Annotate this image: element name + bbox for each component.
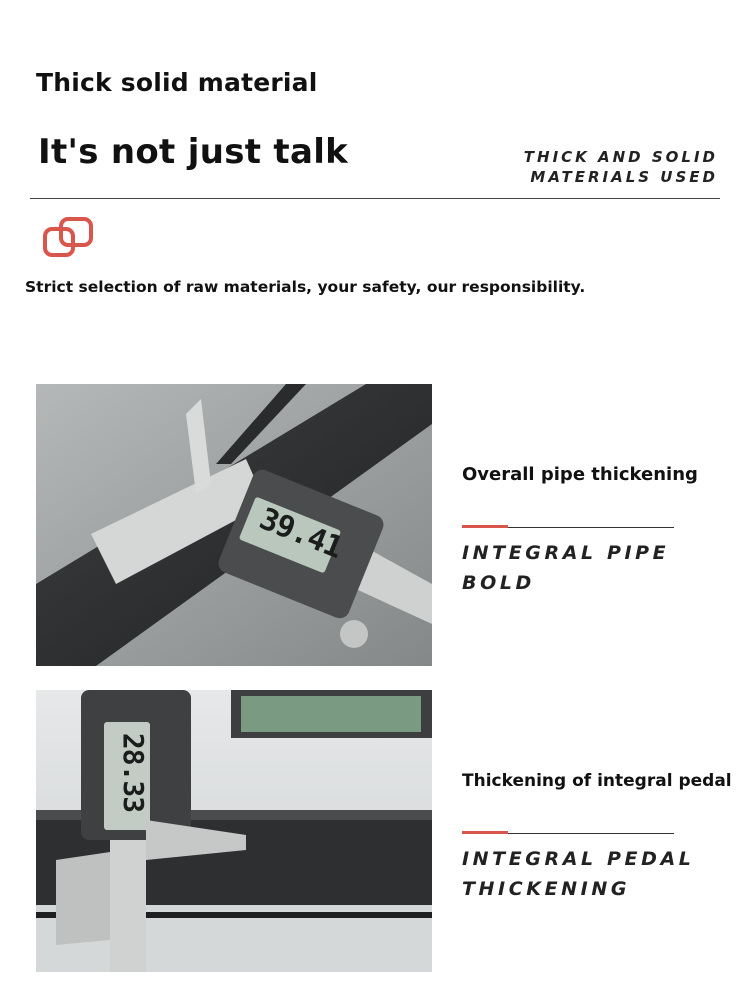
header-tag (524, 147, 718, 187)
feature-2-subtitle-line-1: INTEGRAL PEDAL (462, 848, 695, 870)
header-tag-line-2: MATERIALS USED (530, 168, 718, 186)
feature-1-subtitle-line-2: BOLD (462, 572, 535, 594)
feature-2-divider (508, 833, 674, 834)
feature-1-subtitle (462, 538, 669, 598)
feature-2-accent-line (462, 831, 508, 834)
feature-1-accent-line (462, 525, 508, 528)
overlapping-squares-icon (42, 216, 96, 260)
feature-1-divider (508, 527, 674, 528)
feature-1-subtitle-line-1: INTEGRAL PIPE (462, 542, 670, 564)
pedal-caliper-photo (36, 690, 432, 972)
caliper-display-reading: 39.41 (254, 501, 347, 566)
pipe-caliper-photo (36, 384, 432, 666)
tagline: Strict selection of raw materials, your safety, our responsibility. (25, 278, 586, 296)
header-divider (30, 198, 720, 199)
feature-1-title: Overall pipe thickening (462, 464, 698, 485)
feature-2-subtitle (462, 844, 694, 904)
header-tag-line-1: THICK AND SOLID (523, 148, 718, 166)
page-subtitle: Thick solid material (36, 68, 318, 97)
caliper-display-reading: 28.33 (117, 732, 151, 813)
page-headline: It's not just talk (38, 132, 349, 172)
feature-2-title: Thickening of integral pedal (462, 771, 732, 791)
feature-2-subtitle-line-2: THICKENING (462, 878, 631, 900)
